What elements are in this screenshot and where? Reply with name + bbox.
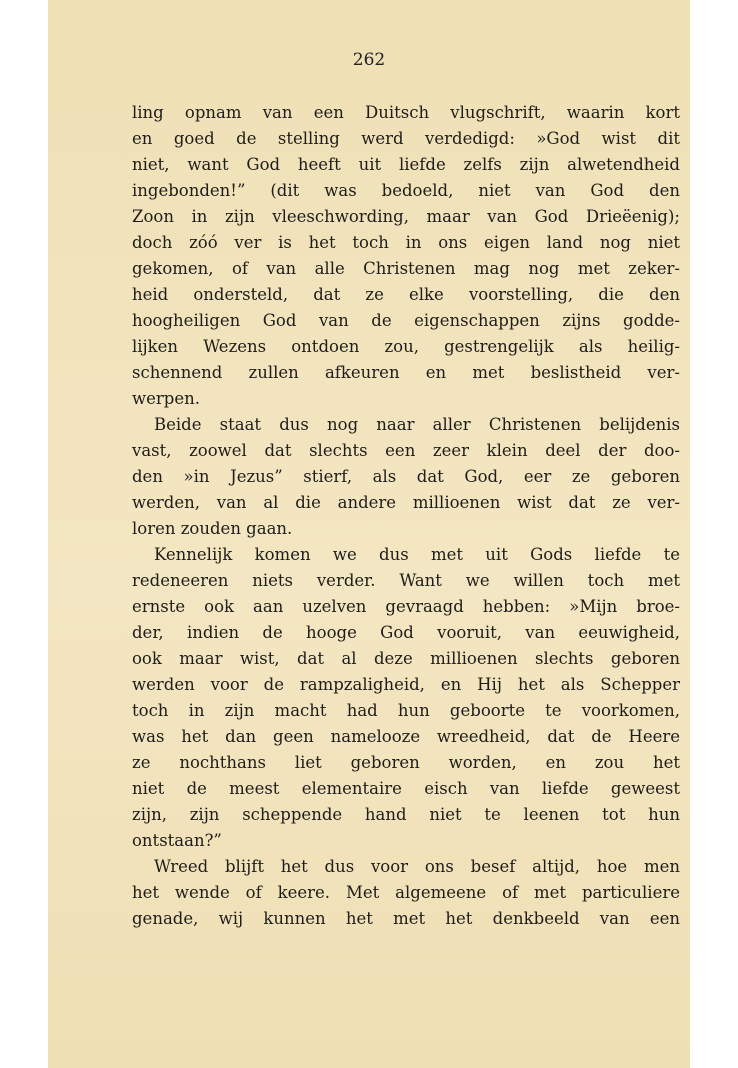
text-line: het wende of keere. Met algemeene of met particuliere	[132, 883, 680, 902]
text-line: den »in Jezus” stierf, als dat God, eer ze geboren	[132, 467, 680, 486]
text-line: was het dan geen namelooze wreedheid, dat de Heere	[132, 727, 680, 746]
text-line: redeneeren niets verder. Want we willen toch met	[132, 571, 680, 590]
text-line: ze nochthans liet geboren worden, en zou het	[132, 753, 680, 772]
text-line: werden, van al die andere millioenen wist dat ze ver-	[132, 493, 680, 512]
text-line: Wreed blijft het dus voor ons besef altijd, hoe men	[154, 857, 680, 876]
page-number: 262	[352, 50, 386, 70]
text-line: en goed de stelling werd verdedigd: »God wist dit	[132, 129, 680, 148]
text-line: der, indien de hooge God vooruit, van eeuwigheid,	[132, 623, 680, 642]
text-line: ernste ook aan uzelven gevraagd hebben: »Mijn broe-	[132, 597, 680, 616]
book-page	[48, 0, 690, 1068]
text-line: zijn, zijn scheppende hand niet te leenen tot hun	[132, 805, 680, 824]
text-line: lijken Wezens ontdoen zou, gestrengelijk als heilig-	[132, 337, 680, 356]
text-line: loren zouden gaan.	[132, 519, 293, 538]
text-line: hoogheiligen God van de eigenschappen zijns godde-	[132, 311, 680, 330]
text-line: ingebonden!” (dit was bedoeld, niet van God den	[132, 181, 680, 200]
text-line: werden voor de rampzaligheid, en Hij het als Schepper	[132, 675, 680, 694]
text-line: ook maar wist, dat al deze millioenen slechts geboren	[132, 649, 680, 668]
text-line: toch in zijn macht had hun geboorte te voorkomen,	[132, 701, 680, 720]
text-line: vast, zoowel dat slechts een zeer klein deel der doo-	[132, 441, 680, 460]
body-text	[132, 100, 680, 932]
text-line: Zoon in zijn vleeschwording, maar van God Drieëenig);	[132, 207, 680, 226]
text-line: heid ondersteld, dat ze elke voorstelling, die den	[132, 285, 680, 304]
text-line: niet de meest elementaire eisch van liefde geweest	[132, 779, 680, 798]
text-line: gekomen, of van alle Christenen mag nog met zeker-	[132, 259, 680, 278]
text-line: Kennelijk komen we dus met uit Gods liefde te	[154, 545, 680, 564]
text-line: Beide staat dus nog naar aller Christenen belijdenis	[154, 415, 680, 434]
text-line: ontstaan?”	[132, 831, 222, 850]
text-line: werpen.	[132, 389, 200, 408]
text-line: niet, want God heeft uit liefde zelfs zijn alwetendheid	[132, 155, 680, 174]
text-line: ling opnam van een Duitsch vlugschrift, waarin kort	[132, 103, 680, 122]
text-line: doch zóó ver is het toch in ons eigen land nog niet	[132, 233, 680, 252]
text-line: genade, wij kunnen het met het denkbeeld van een	[132, 909, 680, 928]
text-line: schennend zullen afkeuren en met beslistheid ver-	[132, 363, 680, 382]
